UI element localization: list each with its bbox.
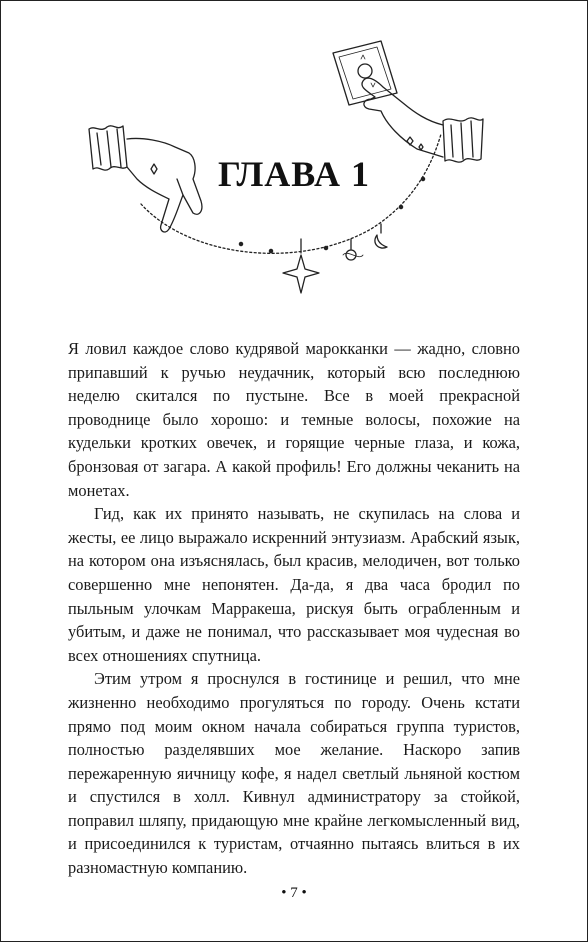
star-pendant-icon (283, 239, 319, 293)
paragraph: Гид, как их принято называть, не скупилась на слова и жесты, ее лицо выражало искренний энтузиазм. Арабский язык, на котором она изъяснялась, был красив, мелодичен, вот только совершенно мне непонятен. Да-да, я два часа бродил по пыльным улочкам Марракеша, рискуя быть ограбленным и убитым, и даже не понимал, что рассказывает моя чудесная во всех отношениях спутница. (68, 504, 520, 665)
hand-right-icon (362, 78, 483, 162)
tarot-card-icon (333, 41, 397, 105)
paragraph: Этим утром я проснулся в гостинице и решил, что мне жизненно необходимо прогуляться по городу. Очень кстати прямо под моим окном начала собираться группа туристов, полностью разделявших мое желание. Наскоро запив пережаренную яичницу кофе, я надел светлый льняной костюм и спустился в холл. Кивнул администратору за стойкой, поправил шляпу, придающую мне крайне легкомысленный вид, и присоединился к туристам, отчаянно пытаясь влиться в их разномастную компанию. (68, 669, 520, 878)
page-number: • 7 • (281, 885, 307, 901)
chapter-title: ГЛАВА 1 (217, 154, 371, 194)
moon-pendant-icon (375, 224, 387, 248)
chapter-body (68, 337, 520, 880)
paragraph: Я ловил каждое слово кудрявой марокканки — жадно, словно припавший к ручью неудачник, который всю последнюю неделю скитался по пустыне. Все в моей прекрасной проводнице было хорошо: и темные волосы, похожие на кудельки кротких овечек, и горящие черные глаза, и кожа, бронзовая от загара. А какой профиль! Его должны чеканить на монетах. (68, 339, 520, 500)
planet-pendant-icon (343, 239, 363, 260)
